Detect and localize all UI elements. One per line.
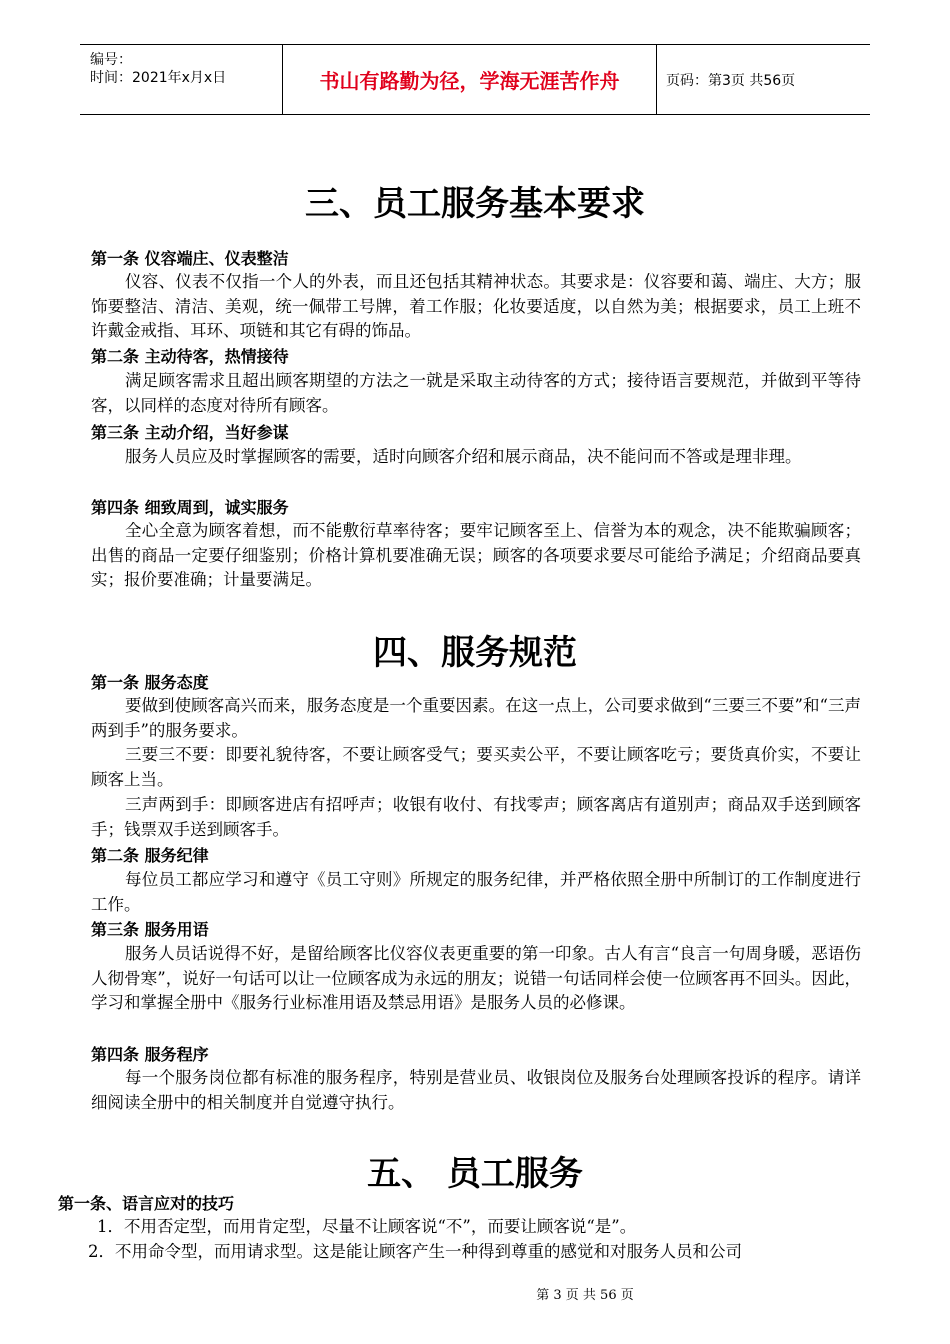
- article-paragraph: 全心全意为顾客着想，而不能敷衍草率待客；要牢记顾客至上、信誉为本的观念，决不能欺骗顾客；出售的商品一定要仔细鉴别；价格计算机要准确无误；顾客的各项要求要尽可能给予满足；介绍商品要真实；报价要准确；计量要满足。: [91, 521, 861, 589]
- document-time-label: 时间：2021年x月x日: [90, 70, 227, 86]
- article-paragraph: 每一个服务岗位都有标准的服务程序，特别是营业员、收银岗位及服务台处理顾客投诉的程序。请详细阅读全册中的相关制度并自觉遵守执行。: [91, 1068, 861, 1112]
- article-paragraph: 服务人员话说得不好，是留给顾客比仪容仪表更重要的第一印象。古人有言“良言一句周身暖，恶语伤人彻骨寒”，说好一句话可以让一位顾客成为永远的朋友；说错一句话同样会使一位顾客再不回头。因此，学习和掌握全册中《服务行业标准用语及禁忌用语》是服务人员的必修课。: [91, 944, 861, 1012]
- article-paragraph: 满足顾客需求且超出顾客期望的方法之一就是采取主动待客的方式；接待语言要规范，并做到平等待客，以同样的态度对待所有顾客。: [91, 371, 861, 415]
- article-heading: 第三条 主动介绍，当好参谋: [91, 423, 289, 442]
- article-heading: 第四条 细致周到，诚实服务: [91, 498, 289, 517]
- section-title: 五、 员工服务: [367, 1154, 583, 1194]
- article-paragraph: 三声两到手：即顾客进店有招呼声；收银有收付、有找零声；顾客离店有道别声；商品双手送到顾客手；钱票双手送到顾客手。: [91, 795, 861, 839]
- header-meta: [80, 45, 280, 114]
- list-item: 1．不用否定型，而用肯定型，尽量不让顾客说“不”，而要让顾客说“是”。: [97, 1217, 637, 1236]
- article-heading: 第一条、语言应对的技巧: [58, 1194, 235, 1213]
- page-header: [80, 44, 870, 115]
- header-motto: 书山有路勤为径，学海无涯苦作舟: [282, 45, 657, 114]
- article-heading: 第一条 服务态度: [91, 673, 209, 692]
- article-paragraph: 每位员工都应学习和遵守《员工守则》所规定的服务纪律，并严格依照全册中所制订的工作制度进行工作。: [91, 870, 861, 914]
- article-heading: 第二条 服务纪律: [91, 846, 209, 865]
- article-paragraph: 三要三不要：即要礼貌待客，不要让顾客受气；要买卖公平，不要让顾客吃亏；要货真价实，不要让顾客上当。: [91, 745, 861, 789]
- article-paragraph: 服务人员应及时掌握顾客的需要，适时向顾客介绍和展示商品，决不能问而不答或是理非理。: [125, 447, 802, 466]
- section-title: 四、服务规范: [373, 633, 577, 673]
- list-item: 2．不用命令型，而用请求型。这是能让顾客产生一种得到尊重的感觉和对服务人员和公司: [88, 1242, 742, 1261]
- article-paragraph: 仪容、仪表不仅指一个人的外表，而且还包括其精神状态。其要求是：仪容要和蔼、端庄、大方；服饰要整洁、清洁、美观，统一佩带工号牌，着工作服；化妆要适度，以自然为美；根据要求，员工上班不许戴金戒指、耳环、项链和其它有碍的饰品。: [91, 272, 861, 340]
- document-number-label: 编号：: [90, 52, 132, 68]
- article-heading: 第二条 主动待客，热情接待: [91, 347, 289, 366]
- header-page-number: 页码：第3页 共56页: [666, 72, 796, 89]
- section-title: 三、员工服务基本要求: [305, 184, 645, 224]
- article-heading: 第四条 服务程序: [91, 1045, 209, 1064]
- page-footer: 第 3 页 共 56 页: [536, 1288, 634, 1303]
- article-paragraph: 要做到使顾客高兴而来，服务态度是一个重要因素。在这一点上，公司要求做到“三要三不要”和“三声两到手”的服务要求。: [91, 696, 861, 740]
- article-heading: 第三条 服务用语: [91, 920, 209, 939]
- article-heading: 第一条 仪容端庄、仪表整洁: [91, 249, 289, 268]
